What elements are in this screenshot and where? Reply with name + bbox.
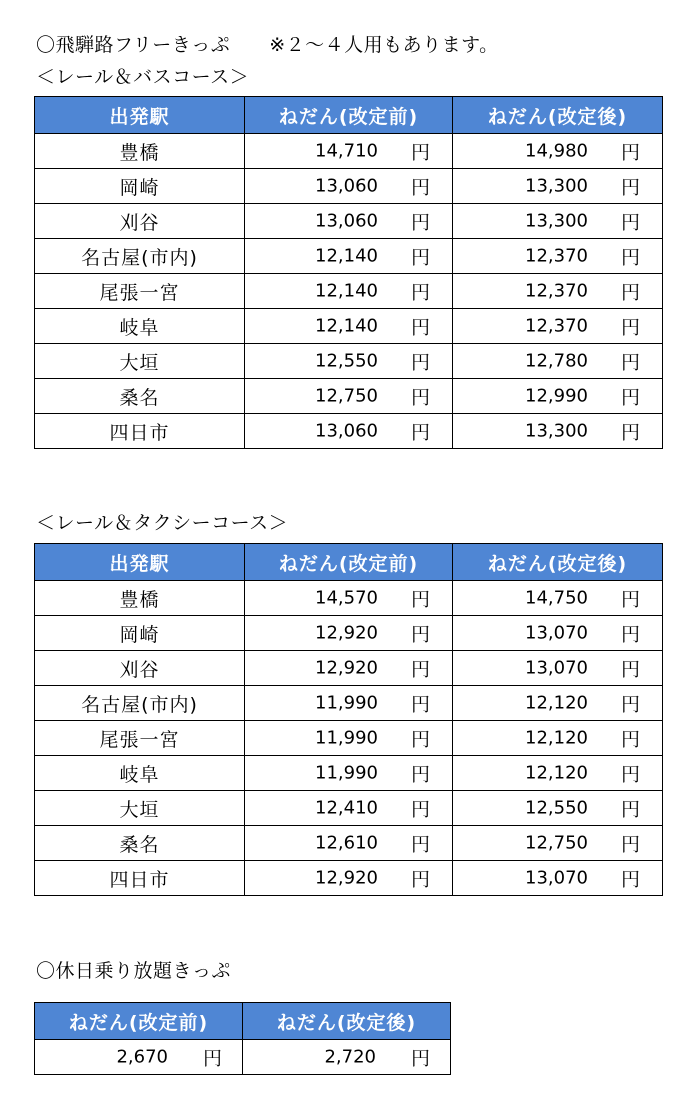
- price-after-value: 13,300: [525, 175, 588, 197]
- price-after-cell: [453, 721, 663, 756]
- fare-table-holiday: [34, 1002, 451, 1075]
- price-after-value: 13,070: [525, 622, 588, 644]
- price-after-value: 12,780: [525, 350, 588, 372]
- table-row: [35, 1040, 451, 1075]
- yen-unit: 円: [410, 1047, 430, 1070]
- yen-unit: 円: [410, 386, 430, 409]
- price-before-cell: [245, 651, 453, 686]
- price-after-value: 2,720: [324, 1046, 376, 1068]
- table-row: [35, 169, 663, 204]
- price-after-value: 12,120: [525, 692, 588, 714]
- station-name: 桑名: [35, 826, 245, 861]
- yen-unit: 円: [620, 868, 640, 891]
- price-after-cell: [453, 651, 663, 686]
- yen-unit: 円: [410, 351, 430, 374]
- station-name: 豊橋: [35, 134, 245, 169]
- table-row: [35, 791, 663, 826]
- yen-unit: 円: [410, 316, 430, 339]
- table-row: [35, 581, 663, 616]
- yen-unit: 円: [410, 868, 430, 891]
- yen-unit: 円: [620, 658, 640, 681]
- header-station: 出発駅: [35, 544, 245, 581]
- yen-unit: 円: [620, 623, 640, 646]
- price-after-value: 12,120: [525, 762, 588, 784]
- price-before-cell: [245, 239, 453, 274]
- yen-unit: 円: [620, 176, 640, 199]
- table-row: [35, 344, 663, 379]
- price-before-cell: [245, 791, 453, 826]
- price-before-value: 2,670: [116, 1046, 168, 1068]
- price-before-cell: [35, 1040, 243, 1075]
- yen-unit: 円: [410, 728, 430, 751]
- header-price-after: ねだん(改定後): [453, 97, 663, 134]
- price-before-cell: [245, 134, 453, 169]
- price-before-cell: [245, 344, 453, 379]
- price-before-value: 13,060: [315, 175, 378, 197]
- station-name: 大垣: [35, 791, 245, 826]
- price-after-cell: [453, 791, 663, 826]
- yen-unit: 円: [620, 386, 640, 409]
- table-header-row: [35, 1003, 451, 1040]
- price-after-value: 13,070: [525, 867, 588, 889]
- table-row: [35, 204, 663, 239]
- station-name: 刈谷: [35, 204, 245, 239]
- yen-unit: 円: [620, 763, 640, 786]
- price-after-cell: [453, 169, 663, 204]
- price-after-value: 13,300: [525, 210, 588, 232]
- yen-unit: 円: [620, 588, 640, 611]
- price-before-value: 11,990: [315, 727, 378, 749]
- price-before-value: 11,990: [315, 762, 378, 784]
- price-after-cell: [453, 344, 663, 379]
- price-before-value: 12,550: [315, 350, 378, 372]
- price-before-value: 12,750: [315, 385, 378, 407]
- table-row: [35, 826, 663, 861]
- price-before-value: 12,140: [315, 280, 378, 302]
- price-before-cell: [245, 826, 453, 861]
- section-subtitle-rail-bus: ＜レール＆バスコース＞: [36, 66, 250, 88]
- yen-unit: 円: [410, 798, 430, 821]
- station-name: 名古屋(市内): [35, 686, 245, 721]
- yen-unit: 円: [410, 623, 430, 646]
- yen-unit: 円: [410, 658, 430, 681]
- price-before-value: 13,060: [315, 420, 378, 442]
- price-after-value: 14,750: [525, 587, 588, 609]
- yen-unit: 円: [620, 798, 640, 821]
- station-name: 岡崎: [35, 169, 245, 204]
- price-after-cell: [243, 1040, 451, 1075]
- price-before-cell: [245, 721, 453, 756]
- table-row: [35, 414, 663, 449]
- price-after-cell: [453, 204, 663, 239]
- yen-unit: 円: [620, 141, 640, 164]
- yen-unit: 円: [620, 316, 640, 339]
- price-after-cell: [453, 756, 663, 791]
- price-before-cell: [245, 756, 453, 791]
- price-before-cell: [245, 686, 453, 721]
- yen-unit: 円: [410, 421, 430, 444]
- yen-unit: 円: [410, 176, 430, 199]
- price-before-value: 11,990: [315, 692, 378, 714]
- fare-table-rail-bus: [34, 96, 663, 449]
- table-row: [35, 379, 663, 414]
- station-name: 豊橋: [35, 581, 245, 616]
- price-after-cell: [453, 581, 663, 616]
- price-before-value: 13,060: [315, 210, 378, 232]
- table-row: [35, 239, 663, 274]
- yen-unit: 円: [620, 211, 640, 234]
- station-name: 名古屋(市内): [35, 239, 245, 274]
- table-row: [35, 274, 663, 309]
- section-subtitle-rail-taxi: ＜レール＆タクシーコース＞: [36, 512, 289, 534]
- price-before-cell: [245, 581, 453, 616]
- price-after-cell: [453, 379, 663, 414]
- price-before-value: 12,920: [315, 622, 378, 644]
- fare-table-rail-taxi: [34, 543, 663, 896]
- station-name: 四日市: [35, 861, 245, 896]
- price-after-value: 12,550: [525, 797, 588, 819]
- yen-unit: 円: [620, 246, 640, 269]
- price-after-value: 12,370: [525, 245, 588, 267]
- table-row: [35, 309, 663, 344]
- price-after-cell: [453, 134, 663, 169]
- price-before-value: 14,710: [315, 140, 378, 162]
- header-station: 出発駅: [35, 97, 245, 134]
- price-after-value: 12,750: [525, 832, 588, 854]
- price-before-value: 12,140: [315, 315, 378, 337]
- yen-unit: 円: [410, 141, 430, 164]
- price-after-cell: [453, 239, 663, 274]
- header-price-before: ねだん(改定前): [245, 544, 453, 581]
- price-after-cell: [453, 414, 663, 449]
- price-before-cell: [245, 274, 453, 309]
- price-before-value: 12,140: [315, 245, 378, 267]
- table-row: [35, 134, 663, 169]
- table-header-row: [35, 544, 663, 581]
- yen-unit: 円: [620, 281, 640, 304]
- price-before-cell: [245, 414, 453, 449]
- price-before-cell: [245, 204, 453, 239]
- price-before-value: 14,570: [315, 587, 378, 609]
- table-row: [35, 861, 663, 896]
- price-after-cell: [453, 616, 663, 651]
- table-row: [35, 651, 663, 686]
- station-name: 四日市: [35, 414, 245, 449]
- price-after-cell: [453, 274, 663, 309]
- yen-unit: 円: [410, 211, 430, 234]
- yen-unit: 円: [620, 351, 640, 374]
- yen-unit: 円: [410, 281, 430, 304]
- yen-unit: 円: [620, 728, 640, 751]
- station-name: 岐阜: [35, 309, 245, 344]
- header-price-after: ねだん(改定後): [243, 1003, 451, 1040]
- price-before-value: 12,920: [315, 867, 378, 889]
- yen-unit: 円: [620, 833, 640, 856]
- station-name: 大垣: [35, 344, 245, 379]
- price-before-cell: [245, 616, 453, 651]
- yen-unit: 円: [410, 693, 430, 716]
- station-name: 岡崎: [35, 616, 245, 651]
- price-before-value: 12,610: [315, 832, 378, 854]
- price-before-cell: [245, 169, 453, 204]
- price-before-value: 12,920: [315, 657, 378, 679]
- station-name: 尾張一宮: [35, 721, 245, 756]
- price-after-value: 13,070: [525, 657, 588, 679]
- station-name: 刈谷: [35, 651, 245, 686]
- yen-unit: 円: [410, 763, 430, 786]
- yen-unit: 円: [202, 1047, 222, 1070]
- station-name: 尾張一宮: [35, 274, 245, 309]
- price-after-cell: [453, 826, 663, 861]
- table-header-row: [35, 97, 663, 134]
- header-price-after: ねだん(改定後): [453, 544, 663, 581]
- price-after-cell: [453, 686, 663, 721]
- station-name: 桑名: [35, 379, 245, 414]
- yen-unit: 円: [410, 246, 430, 269]
- yen-unit: 円: [410, 588, 430, 611]
- price-before-cell: [245, 309, 453, 344]
- section-title-holiday-ticket: 〇休日乗り放題きっぷ: [36, 960, 232, 982]
- header-price-before: ねだん(改定前): [245, 97, 453, 134]
- table-row: [35, 616, 663, 651]
- price-after-value: 13,300: [525, 420, 588, 442]
- yen-unit: 円: [620, 693, 640, 716]
- price-before-cell: [245, 861, 453, 896]
- yen-unit: 円: [410, 833, 430, 856]
- table-row: [35, 721, 663, 756]
- price-after-value: 14,980: [525, 140, 588, 162]
- price-after-value: 12,120: [525, 727, 588, 749]
- yen-unit: 円: [620, 421, 640, 444]
- table-row: [35, 756, 663, 791]
- price-after-value: 12,990: [525, 385, 588, 407]
- price-after-value: 12,370: [525, 315, 588, 337]
- price-after-cell: [453, 309, 663, 344]
- price-after-value: 12,370: [525, 280, 588, 302]
- station-name: 岐阜: [35, 756, 245, 791]
- section-title-hida-free-ticket: 〇飛騨路フリーきっぷ ※２～４人用もあります。: [36, 34, 499, 56]
- header-price-before: ねだん(改定前): [35, 1003, 243, 1040]
- table-row: [35, 686, 663, 721]
- price-after-cell: [453, 861, 663, 896]
- price-before-cell: [245, 379, 453, 414]
- price-before-value: 12,410: [315, 797, 378, 819]
